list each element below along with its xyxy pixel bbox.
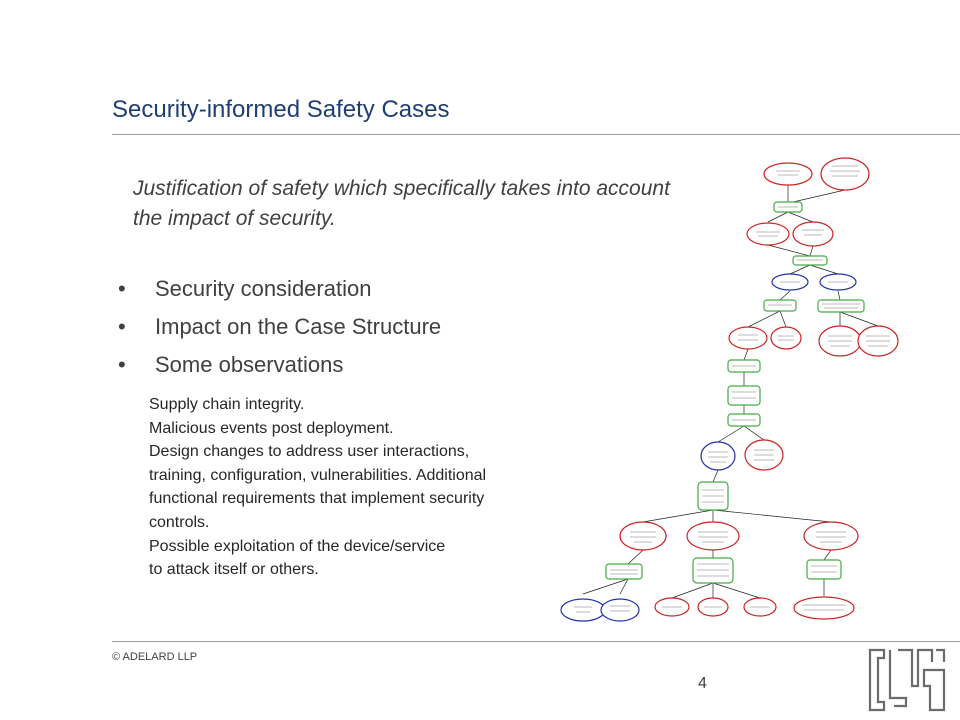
bullet-text: Impact on the Case Structure [155, 314, 442, 339]
footer-divider [112, 641, 960, 642]
observation-line: controls. [149, 513, 210, 531]
strategy-node [764, 300, 796, 311]
claim-node [747, 223, 789, 245]
strategy-node [807, 560, 841, 579]
slide-title: Security-informed Safety Cases [112, 96, 450, 123]
observation-line: Design changes to address user interactions, [149, 443, 470, 461]
page-number: 4 [698, 675, 707, 692]
bullet-item [118, 270, 441, 308]
claim-node [771, 327, 801, 349]
observation-line: Supply chain integrity. [149, 396, 305, 413]
slide-subtitle: Justification of safety which specifically takes into account the impact of security. [133, 177, 670, 230]
bullet-marker: • [118, 352, 126, 377]
claim-node [729, 327, 767, 349]
claim-node [804, 522, 858, 550]
strategy-node [693, 558, 733, 583]
copyright-text: © ADELARD LLP [112, 651, 198, 663]
strategy-node [728, 386, 760, 405]
observation-line: functional requirements that implement security [149, 490, 485, 508]
observation-line: Possible exploitation of the device/service [149, 537, 446, 555]
strategy-node [606, 564, 642, 579]
safety-case-diagram [548, 150, 928, 630]
evidence-node [701, 442, 735, 470]
bullet-item [118, 346, 441, 384]
bullet-text: Some observations [155, 352, 344, 377]
evidence-node [561, 599, 605, 621]
claim-node [687, 522, 739, 550]
evidence-node [601, 599, 639, 621]
bullet-text: Security consideration [155, 276, 372, 301]
bullet-marker: • [118, 276, 126, 301]
claim-node [620, 522, 666, 550]
bullet-list [118, 270, 441, 384]
claim-node [764, 163, 812, 185]
strategy-node [818, 300, 864, 312]
strategy-node [793, 256, 827, 265]
observation-line: to attack itself or others. [149, 561, 319, 579]
observation-line: training, configuration, vulnerabilities. Additional [149, 466, 487, 484]
bullet-item [118, 308, 441, 346]
bullet-marker: • [118, 314, 126, 339]
observation-line: Malicious events post deployment. [149, 419, 394, 437]
claim-node [794, 597, 854, 619]
claim-node [821, 158, 869, 190]
header-divider [112, 134, 960, 135]
claim-node [793, 222, 833, 246]
adelard-logo-icon [868, 646, 946, 714]
